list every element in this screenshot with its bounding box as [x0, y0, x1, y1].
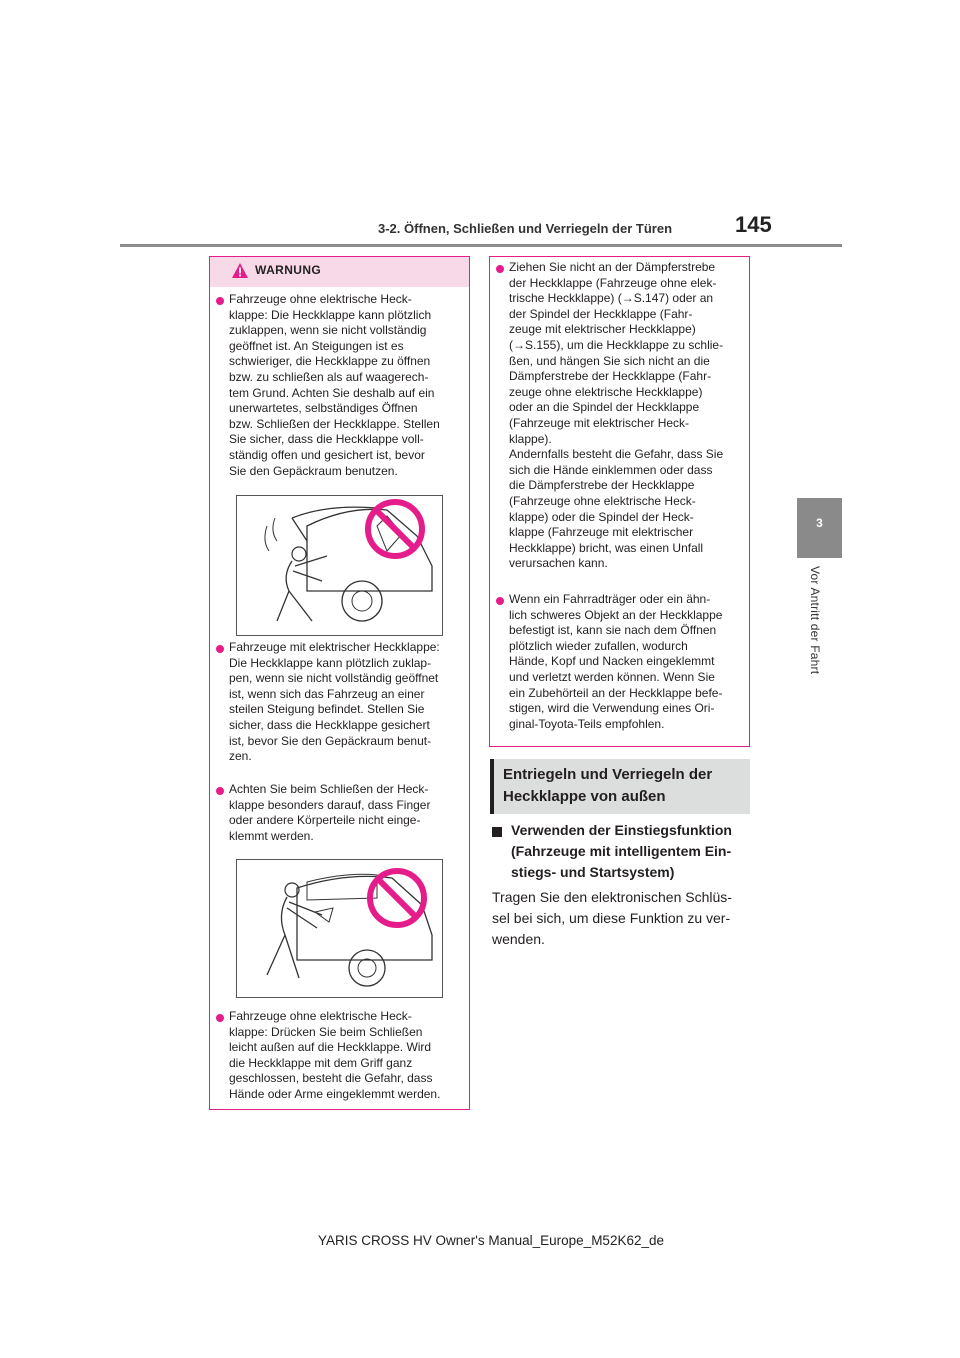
body-paragraph: Tragen Sie den elektronischen Schlüs- sel bei sich, um diese Funktion zu ver- wenden.	[492, 889, 732, 947]
chapter-tab-label: Vor Antritt der Fahrt	[808, 566, 822, 675]
bullet-dot	[496, 265, 504, 273]
warning-title: WARNUNG	[255, 263, 322, 277]
warning-triangle-icon	[231, 262, 249, 279]
section-heading: Entriegeln und Verriegeln der Heckklappe von außen	[503, 766, 713, 805]
tailgate-hazard-illustration-2	[237, 860, 442, 997]
warning-item: Fahrzeuge ohne elektrische Heck- klappe: Drücken Sie beim Schließen leicht außen auf die Heckklappe. Wird die Heckklappe mit dem Griff ganz geschlossen, besteht die Gefahr, dass Hände oder Arme eingeklemmt werden.	[229, 1009, 441, 1101]
warning-item: Wenn ein Fahrradträger oder ein ähn- lich schweres Objekt an der Heckklappe befestigt ist, kann sie nach dem Öffnen plötzlich wieder zufallen, wodurch Hände, Kopf und Nacken eingeklemmt und verletzt werden können. Wenn Sie ein Zubehörteil an der Heckklappe befe- stigen, wird die Verwendung eines Ori- ginal-Toyota-Teils empfohlen.	[509, 592, 723, 731]
bullet-dot	[216, 297, 224, 305]
subheading: Verwenden der Einstiegsfunktion (Fahrzeuge mit intelligentem Ein-stiegs- und Startsystem)	[511, 822, 732, 880]
warning-item: Fahrzeuge ohne elektrische Heck- klappe: Die Heckklappe kann plötzlich zuklappen, wenn sie nicht vollständig geöffnet ist. An Steigungen ist es schwieriger, die Heckklappe zu öffnen bzw. zu schließen als auf waagerech- tem Grund. Achten Sie deshalb auf ein unerwartetes, selbständiges Öffnen bzw. Schließen der Heckklappe. Stellen Sie sicher, dass die Heckklappe voll- ständig offen und gesichert ist, bevor Sie den Gepäckraum benutzen.	[229, 292, 440, 478]
bullet-dot	[216, 787, 224, 795]
page-number: 145	[735, 212, 772, 237]
chapter-tab-number: 3	[816, 516, 823, 530]
warning-item: Fahrzeuge mit elektrischer Heckklappe: Die Heckklappe kann plötzlich zuklap- pen, wenn sie nicht vollständig geöffnet ist, wenn sich das Fahrzeug an einer steilen Steigung befindet. Stellen Sie sicher, dass die Heckklappe gesichert ist, bevor Sie den Gepäckraum benut- zen.	[229, 640, 440, 764]
illustration-tailgate-closing	[236, 495, 443, 636]
bullet-dot	[216, 645, 224, 653]
section-title: 3-2. Öffnen, Schließen und Verriegeln der Türen	[378, 221, 673, 236]
bullet-dot	[496, 597, 504, 605]
warning-item: Achten Sie beim Schließen der Heck- klappe besonders darauf, dass Finger oder andere Körperteile nicht einge- klemmt werden.	[229, 782, 431, 843]
bullet-dot	[216, 1014, 224, 1022]
illustration-pinched-body	[236, 859, 443, 998]
tailgate-hazard-illustration-1	[237, 496, 442, 635]
warning-item: Ziehen Sie nicht an der Dämpferstrebe der Heckklappe (Fahrzeuge ohne elek- trische Heckklappe) (→S.147) oder an der Spindel der Heckklappe (Fahr- zeuge mit elektrischer Heckklappe) (→S.155), um die Heckklappe zu schlie- ßen, und hängen Sie sich nicht an die Dämpferstrebe der Heckklappe (Fahr- zeuge ohne elektrische Heckklappe) oder an die Spindel der Heckklappe (Fahrzeuge mit elektrischer Heck- klappe). Andernfalls besteht die Gefahr, dass Sie sich die Hände einklemmen oder dass die Dämpferstrebe der Heckklappe (Fahrzeuge ohne elektrische Heck- klappe) oder die Spindel der Heck- klappe (Fahrzeuge mit elektrischer Heckklappe) bricht, was einen Unfall verursachen kann.	[509, 260, 724, 571]
subheading-marker	[492, 827, 502, 837]
footer-text: YARIS CROSS HV Owner's Manual_Europe_M52K62_de	[318, 1233, 664, 1248]
header-divider	[120, 244, 842, 247]
